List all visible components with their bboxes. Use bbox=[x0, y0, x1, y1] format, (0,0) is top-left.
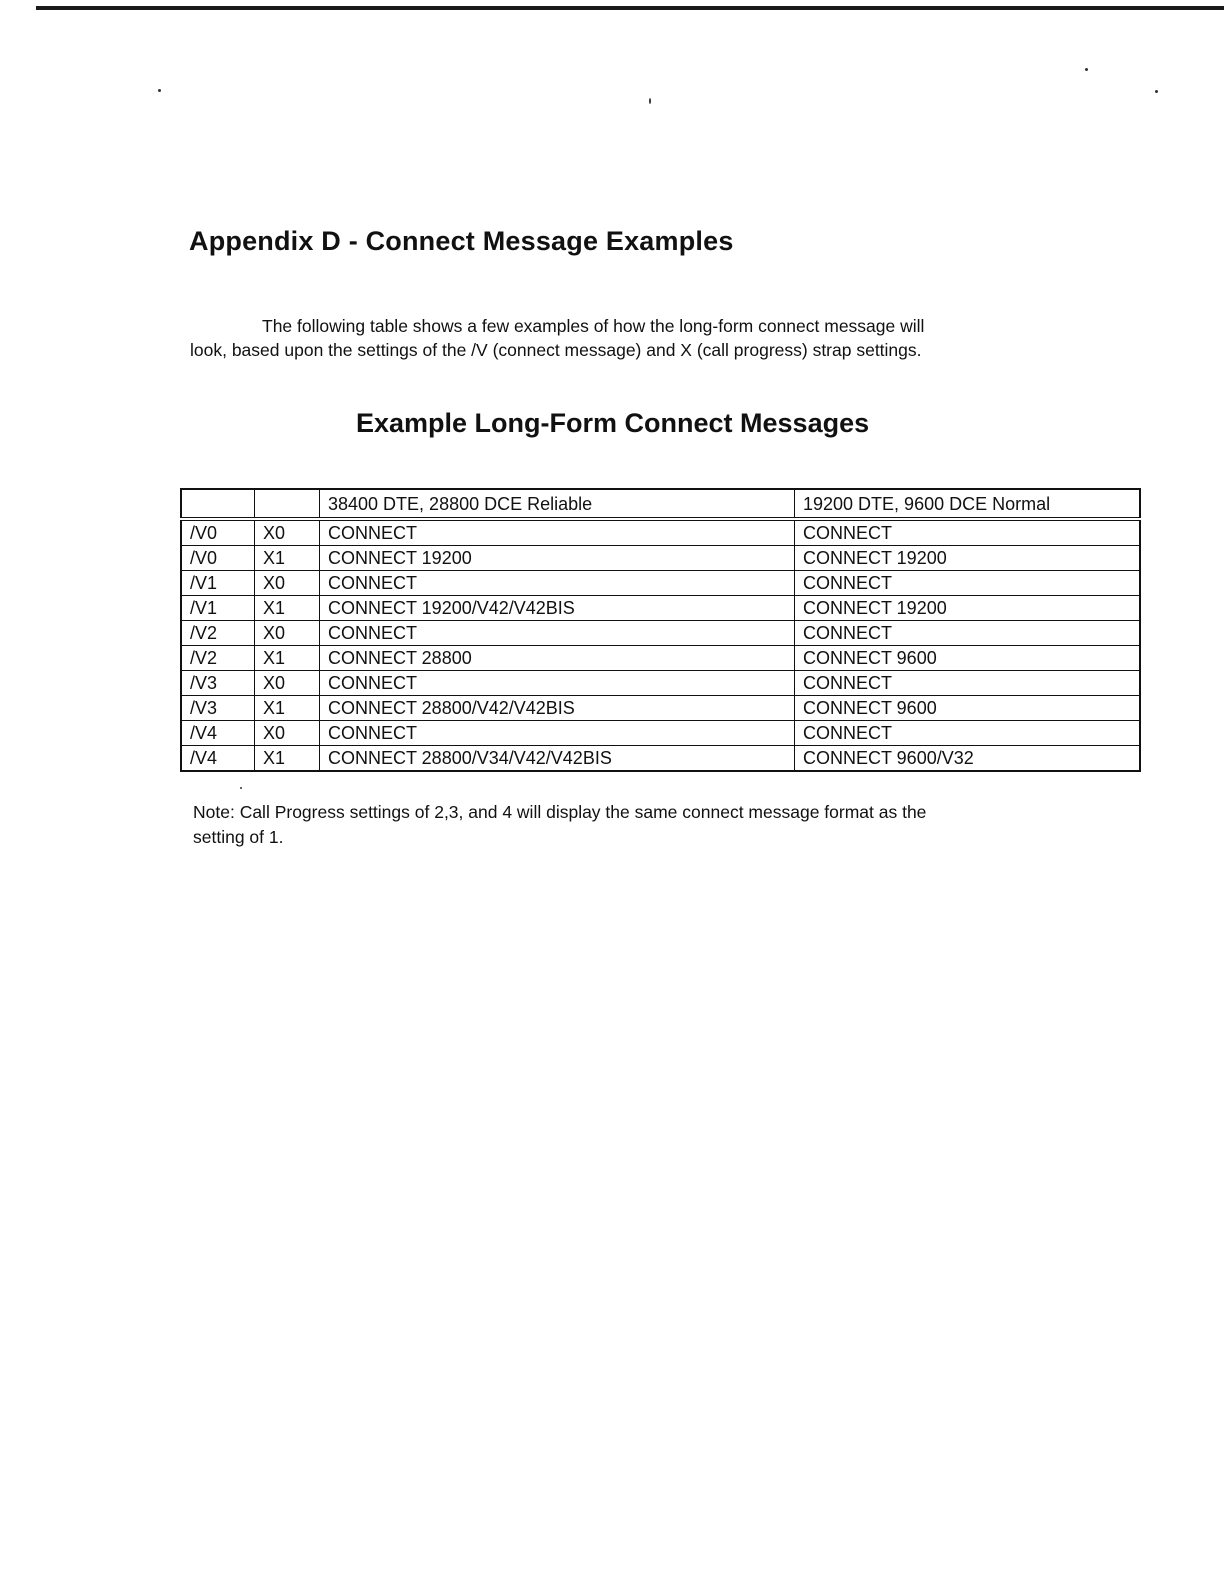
cell-x-setting: X1 bbox=[255, 546, 320, 571]
cell-reliable-message: CONNECT bbox=[320, 721, 795, 746]
header-cell-x bbox=[255, 489, 320, 519]
scan-speck bbox=[158, 89, 161, 92]
cell-x-setting: X0 bbox=[255, 671, 320, 696]
table-row bbox=[181, 546, 1140, 571]
cell-v-setting: /V3 bbox=[181, 671, 255, 696]
cell-reliable-message: CONNECT 28800/V42/V42BIS bbox=[320, 696, 795, 721]
scan-speck bbox=[1155, 90, 1158, 93]
table-row bbox=[181, 571, 1140, 596]
cell-v-setting: /V2 bbox=[181, 646, 255, 671]
table-row bbox=[181, 519, 1140, 546]
cell-normal-message: CONNECT bbox=[795, 671, 1141, 696]
table-header-row bbox=[181, 489, 1140, 519]
note-line-1: Note: Call Progress settings of 2,3, and 4 will display the same connect message format as the bbox=[193, 802, 927, 822]
cell-x-setting: X1 bbox=[255, 646, 320, 671]
table-row bbox=[181, 596, 1140, 621]
intro-paragraph bbox=[190, 314, 1050, 362]
cell-v-setting: /V1 bbox=[181, 571, 255, 596]
table-row bbox=[181, 646, 1140, 671]
cell-normal-message: CONNECT 9600/V32 bbox=[795, 746, 1141, 772]
cell-normal-message: CONNECT 19200 bbox=[795, 546, 1141, 571]
cell-reliable-message: CONNECT bbox=[320, 671, 795, 696]
table-row bbox=[181, 746, 1140, 772]
table-row bbox=[181, 621, 1140, 646]
scan-speck bbox=[1085, 68, 1088, 71]
cell-normal-message: CONNECT 19200 bbox=[795, 596, 1141, 621]
header-cell-reliable: 38400 DTE, 28800 DCE Reliable bbox=[320, 489, 795, 519]
cell-normal-message: CONNECT bbox=[795, 721, 1141, 746]
cell-v-setting: /V4 bbox=[181, 746, 255, 772]
note-paragraph bbox=[193, 800, 1053, 850]
cell-normal-message: CONNECT bbox=[795, 519, 1141, 546]
table-row bbox=[181, 721, 1140, 746]
cell-x-setting: X1 bbox=[255, 696, 320, 721]
cell-normal-message: CONNECT bbox=[795, 571, 1141, 596]
intro-line-1: The following table shows a few examples of how the long-form connect message will bbox=[262, 316, 925, 336]
cell-x-setting: X1 bbox=[255, 596, 320, 621]
connect-messages-table bbox=[180, 488, 1141, 772]
table-row bbox=[181, 671, 1140, 696]
cell-reliable-message: CONNECT 28800/V34/V42/V42BIS bbox=[320, 746, 795, 772]
cell-x-setting: X1 bbox=[255, 746, 320, 772]
scan-top-rule bbox=[36, 6, 1224, 10]
cell-x-setting: X0 bbox=[255, 571, 320, 596]
cell-reliable-message: CONNECT bbox=[320, 571, 795, 596]
cell-x-setting: X0 bbox=[255, 519, 320, 546]
cell-v-setting: /V2 bbox=[181, 621, 255, 646]
cell-v-setting: /V3 bbox=[181, 696, 255, 721]
table-title: Example Long-Form Connect Messages bbox=[356, 408, 870, 438]
cell-v-setting: /V1 bbox=[181, 596, 255, 621]
scan-speck bbox=[240, 787, 242, 789]
cell-reliable-message: CONNECT bbox=[320, 621, 795, 646]
note-line-2: setting of 1. bbox=[193, 827, 284, 847]
cell-reliable-message: CONNECT 28800 bbox=[320, 646, 795, 671]
scan-speck bbox=[649, 98, 651, 104]
cell-reliable-message: CONNECT 19200 bbox=[320, 546, 795, 571]
cell-normal-message: CONNECT 9600 bbox=[795, 646, 1141, 671]
cell-normal-message: CONNECT 9600 bbox=[795, 696, 1141, 721]
table-row bbox=[181, 696, 1140, 721]
cell-reliable-message: CONNECT bbox=[320, 519, 795, 546]
page-heading: Appendix D - Connect Message Examples bbox=[189, 226, 734, 256]
cell-normal-message: CONNECT bbox=[795, 621, 1141, 646]
header-cell-v bbox=[181, 489, 255, 519]
header-cell-normal: 19200 DTE, 9600 DCE Normal bbox=[795, 489, 1141, 519]
cell-x-setting: X0 bbox=[255, 721, 320, 746]
cell-x-setting: X0 bbox=[255, 621, 320, 646]
cell-v-setting: /V0 bbox=[181, 519, 255, 546]
cell-reliable-message: CONNECT 19200/V42/V42BIS bbox=[320, 596, 795, 621]
cell-v-setting: /V4 bbox=[181, 721, 255, 746]
intro-line-2: look, based upon the settings of the /V (connect message) and X (call progress) strap settings. bbox=[190, 340, 922, 360]
cell-v-setting: /V0 bbox=[181, 546, 255, 571]
